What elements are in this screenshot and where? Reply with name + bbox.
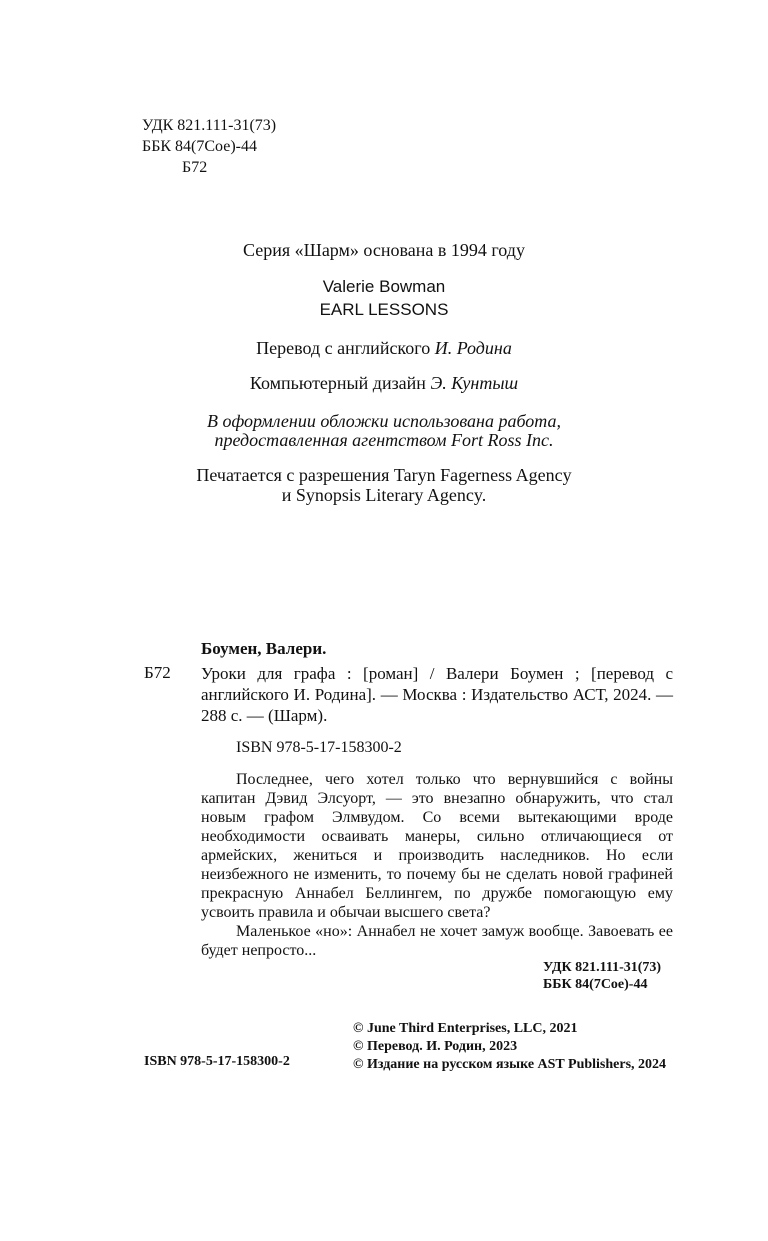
design-credit — [0, 373, 768, 393]
bbk-code: ББК 84(7Сое)-44 — [142, 138, 257, 155]
design-label: Компьютерный дизайн — [249, 373, 426, 393]
translation-label: Перевод с английского — [256, 338, 431, 358]
original-author: Valerie Bowman — [322, 277, 446, 296]
abstract-paragraph-1: Последнее, чего хотел только что вернувшийся с войны капитан Дэвид Элсуорт, — это внезапно обнаружить, что стал новым графом Элмвудом. Со всеми вытекающими вроде необходимости осваивать манеры, сильно отличающиеся от армейских, жениться и производить наследников. Но если неизбежного не изменить, то почему бы не сделать новой графиней прекрасную Аннабел Беллингем, по дружбе помогающую ему усвоить правила и обычаи высшего света? — [201, 771, 673, 921]
udk-right: УДК 821.111-31(73) — [543, 960, 662, 975]
abstract-paragraph-2: Маленькое «но»: Аннабел не хочет замуж вообще. Завоевать ее будет непросто... — [201, 923, 673, 959]
catalog-isbn: ISBN 978-5-17-158300-2 — [236, 739, 402, 756]
translator-name: И. Родина — [434, 338, 512, 358]
bbk-right: ББК 84(7Сое)-44 — [543, 977, 648, 992]
udk-code: УДК 821.111-31(73) — [142, 117, 277, 134]
copyright-line: © Издание на русском языке AST Publishers, 2024 — [353, 1057, 667, 1072]
catalog-author: Боумен, Валери. — [201, 639, 327, 658]
isbn-bottom: ISBN 978-5-17-158300-2 — [144, 1054, 290, 1069]
catalog-code: Б72 — [144, 663, 171, 682]
permission-line1: Печатается с разрешения Taryn Fagerness Agency — [196, 465, 572, 485]
author-code: Б72 — [182, 159, 208, 176]
copyright-block — [353, 1020, 666, 1074]
udk-right-block — [543, 959, 661, 993]
cover-note-line2: предоставленная агентством Fort Ross Inc. — [214, 430, 554, 450]
classification-block — [142, 115, 276, 178]
book-abstract — [201, 770, 673, 960]
series-note: Серия «Шарм» основана в 1994 году — [243, 240, 525, 260]
copyright-line: © Перевод. И. Родин, 2023 — [353, 1039, 518, 1054]
permission-line2: и Synopsis Literary Agency. — [281, 485, 487, 505]
copyright-line: © June Third Enterprises, LLC, 2021 — [353, 1021, 578, 1036]
original-title: EARL LESSONS — [319, 300, 449, 319]
designer-name: Э. Кунтыш — [430, 373, 519, 393]
translation-credit — [0, 338, 768, 358]
cover-note-line1: В оформлении обложки использована работа, — [206, 411, 561, 431]
catalog-description: Уроки для графа : [роман] / Валери Боумен ; [перевод с английского И. Родина]. — Москва : Издательство АСТ, 2024. — 288 с. — (Шарм). — [201, 664, 673, 725]
